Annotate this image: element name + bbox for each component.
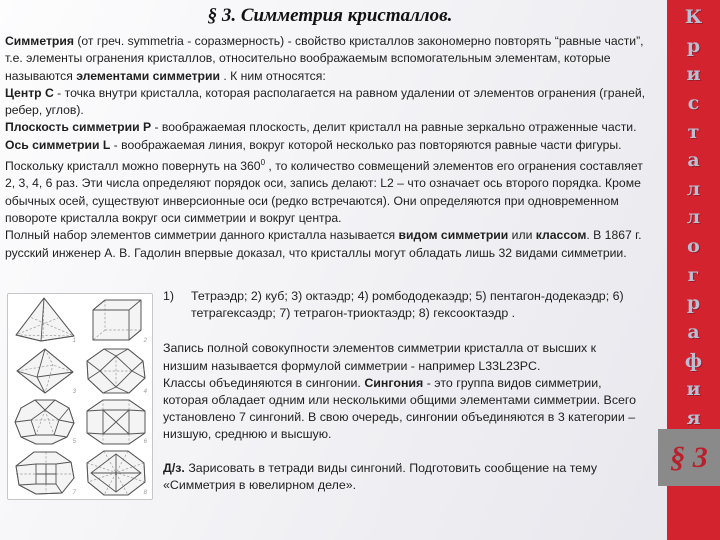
figure-cell [80, 346, 151, 397]
numbered-list-item [163, 288, 641, 322]
list-marker: 1) [163, 289, 175, 303]
sidebar-letter: ф [684, 349, 703, 372]
paragraph-homework: Д/з. Зарисовать в тетради виды сингоний. Подготовить сообщение на тему «Симметрия в ювелирном деле». [163, 460, 598, 492]
crystal-cube-icon [83, 296, 149, 344]
figure-cell [9, 295, 80, 346]
figure-number: 4 [143, 388, 147, 395]
figure-number: 7 [72, 490, 76, 496]
crystal-tetrahedron-icon [12, 296, 78, 344]
sidebar-letter: р [686, 292, 701, 315]
crystal-tetrahexahedron-icon [83, 398, 149, 446]
crystal-octahedron-icon [12, 347, 78, 395]
figure-cell [80, 397, 151, 448]
sidebar-letter: я [686, 406, 701, 429]
figure-number: 6 [143, 439, 147, 446]
sidebar-letter: и [686, 63, 701, 86]
paragraph-symmetry-definition: Симметрия (от греч. symmetria - соразмерность) - свойство кристаллов закономерно повторять “равные части”, т.е. элементы огранения кристаллов, относительно воображаемым вспомогательным элементам, которые называются элементами симметрии . К ним относятся: [5, 34, 644, 83]
crystal-figures-panel [7, 293, 153, 500]
figure-number: 1 [72, 337, 76, 344]
right-text-column [163, 288, 641, 494]
main-text-block [5, 33, 649, 262]
crystal-pentagon-dodecahedron-icon [12, 398, 78, 446]
figure-cell [9, 346, 80, 397]
sidebar-letter: о [687, 235, 700, 258]
figure-number: 8 [143, 490, 147, 496]
figure-number: 5 [72, 439, 76, 446]
paragraph-badge-label: § 3 [670, 440, 708, 474]
paragraph-badge [658, 429, 720, 486]
paragraph-axis: Ось симметрии L - воображаемая линия, вокруг которой несколько раз повторяются равные части фигуры. Поскольку кристалл можно повернуть на $360^0$ , то количество совмещений элементов его огранения составляет 2, 3, 4, 6 раз. Эти числа определяют порядок оси, запись делают: L2 – что означает ось второго порядка. Кроме обычных осей, существуют инверсионные оси (редко встречаются). Они определяются при одновременном повороте кристалла вокруг оси симметрии и вокруг центра. [5, 137, 643, 226]
paragraph-center: Центр C - точка внутри кристалла, которая располагается на равном удалении от элементов огранения (граней, ребер, углов). [5, 85, 646, 118]
crystal-hexoctahedron-icon [83, 449, 149, 497]
list-text: Тетраэдр; 2) куб; 3) октаэдр; 4) ромбододекаэдр; 5) пентагон-додекаэдр; 6) тетрагексаэдр; 7) тетрагон-триоктаэдр; 8) гексооктаэдр . [191, 289, 624, 321]
figure-cell [9, 397, 80, 448]
figure-cell [80, 447, 151, 498]
sidebar-letter: а [687, 149, 700, 172]
paragraph-plane: Плоскость симметрии P - воображаемая плоскость, делит кристалл на равные зеркально отраженные части. [5, 120, 637, 135]
sidebar-letter: г [687, 263, 700, 286]
paragraph-class: Полный набор элементов симметрии данного кристалла называется видом симметрии или классом. В 1867 г. русский инженер А. В. Гадолин впервые доказал, что кристаллы могут обладать лишь 32 видами симметрии. [5, 228, 642, 260]
figure-number: 3 [72, 388, 76, 395]
sidebar-letter: а [687, 321, 700, 344]
sidebar-letter: и [686, 378, 701, 401]
sidebar-letter: л [686, 177, 701, 200]
crystal-rhombic-dodecahedron-icon [83, 347, 149, 395]
sidebar-letter: т [687, 120, 700, 143]
sidebar-letter: л [686, 206, 701, 229]
figure-cell [9, 447, 80, 498]
figure-number: 2 [143, 337, 147, 344]
sidebar-letter: К [684, 6, 703, 28]
page-title: § 3. Симметрия кристаллов. [207, 5, 453, 26]
figure-cell [80, 295, 151, 346]
sidebar-letter: р [686, 34, 701, 57]
sidebar-letter: с [687, 91, 700, 114]
sidebar-vertical-word [667, 8, 720, 428]
paragraph-syngony: Классы объединяются в сингонии. Сингония - это группа видов симметрии, которая обладает одним или несколькими общими элементами симметрии. Всего установлено 7 сингоний. В свою очередь, сингонии объединяются в 3 категории – низшую, среднюю и высшую. [163, 375, 637, 442]
paragraph-formula: Запись полной совокупности элементов симметрии кристалла от высших к низшим называется формулой симметрии - например L33L23PC. [163, 341, 597, 373]
crystal-tetragon-trioctahedron-icon [12, 449, 78, 497]
